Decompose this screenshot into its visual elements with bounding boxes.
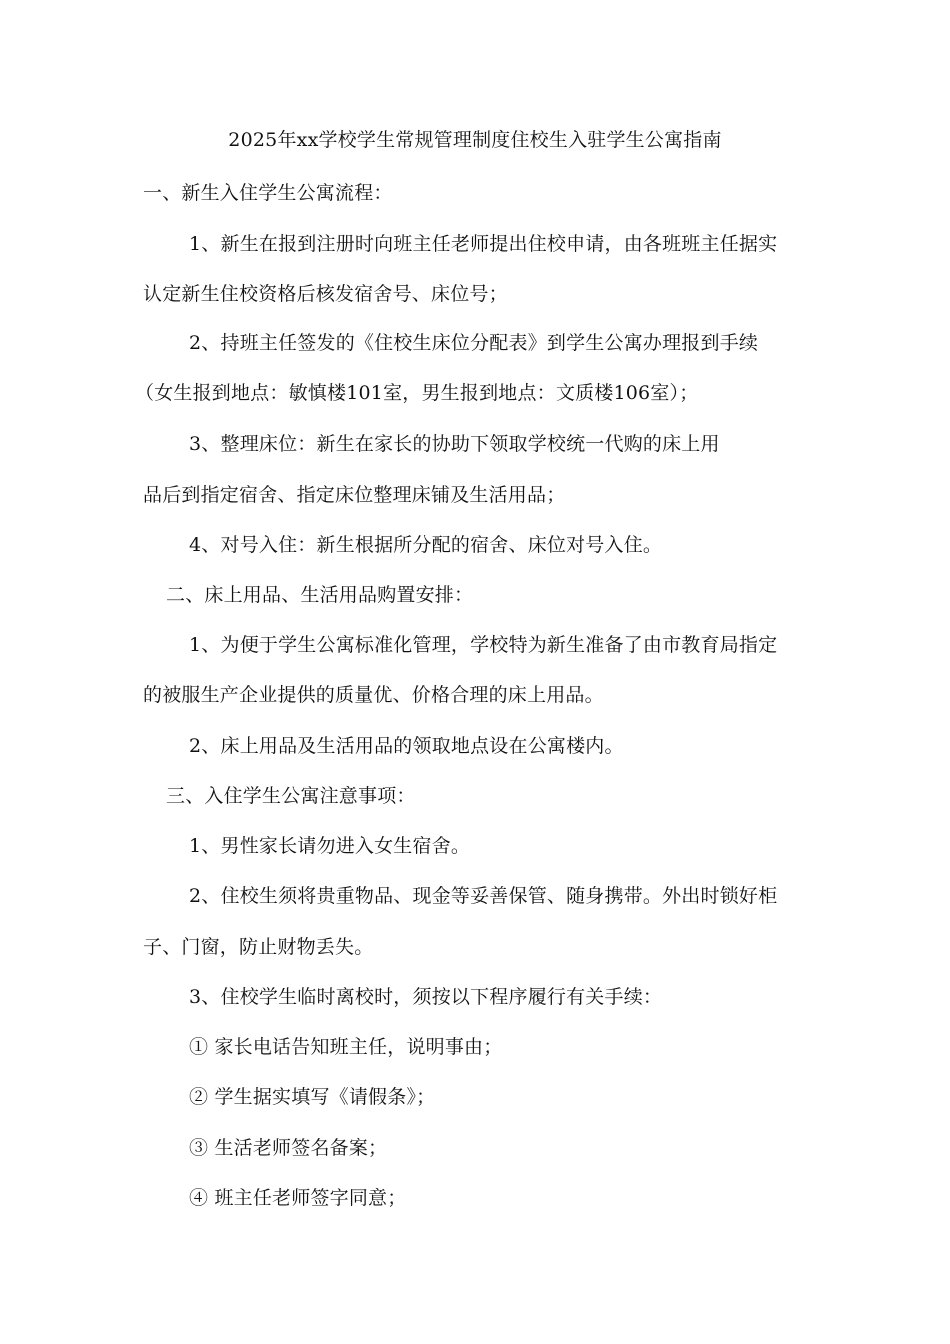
section-1-item-3-line-2: 品后到指定宿舍、指定床位整理床铺及生活用品； xyxy=(143,484,566,506)
section-3-step-1: ① 家长电话告知班主任，说明事由； xyxy=(189,1036,503,1058)
section-3-item-2-line-1: 2、住校生须将贵重物品、现金等妥善保管、随身携带。外出时锁好柜 xyxy=(189,885,778,907)
section-3-item-2-line-2: 子、门窗，防止财物丢失。 xyxy=(143,936,374,958)
section-1-item-3-line-1: 3、整理床位：新生在家长的协助下领取学校统一代购的床上用 xyxy=(189,433,720,455)
section-3-step-2: ② 学生据实填写《请假条》； xyxy=(189,1086,436,1108)
section-1-item-1-line-2: 认定新生住校资格后核发宿舍号、床位号； xyxy=(143,283,508,305)
section-2-item-1-line-1: 1、为便于学生公寓标准化管理，学校特为新生准备了由市教育局指定 xyxy=(189,634,778,656)
section-1-heading: 一、新生入住学生公寓流程： xyxy=(143,182,393,204)
section-1-item-4: 4、对号入住：新生根据所分配的宿舍、床位对号入住。 xyxy=(189,534,663,556)
section-1-item-2-line-2: （女生报到地点：敏慎楼101室，男生报到地点：文质楼106室）； xyxy=(135,382,699,404)
section-3-step-3: ③ 生活老师签名备案； xyxy=(189,1137,388,1159)
section-2-item-2: 2、床上用品及生活用品的领取地点设在公寓楼内。 xyxy=(189,735,624,757)
section-2-heading: 二、床上用品、生活用品购置安排： xyxy=(166,584,474,606)
document-title: 2025年xx学校学生常规管理制度住校生入驻学生公寓指南 xyxy=(228,129,722,151)
section-3-item-1: 1、男性家长请勿进入女生宿舍。 xyxy=(189,835,471,857)
section-1-item-2-line-1: 2、持班主任签发的《住校生床位分配表》到学生公寓办理报到手续 xyxy=(189,332,759,354)
section-3-item-3: 3、住校学生临时离校时，须按以下程序履行有关手续： xyxy=(189,986,663,1008)
section-3-step-4: ④ 班主任老师签字同意； xyxy=(189,1187,407,1209)
section-1-item-1-line-1: 1、新生在报到注册时向班主任老师提出住校申请，由各班班主任据实 xyxy=(189,233,778,255)
section-2-item-1-line-2: 的被服生产企业提供的质量优、价格合理的床上用品。 xyxy=(143,684,604,706)
section-3-heading: 三、入住学生公寓注意事项： xyxy=(166,785,416,807)
